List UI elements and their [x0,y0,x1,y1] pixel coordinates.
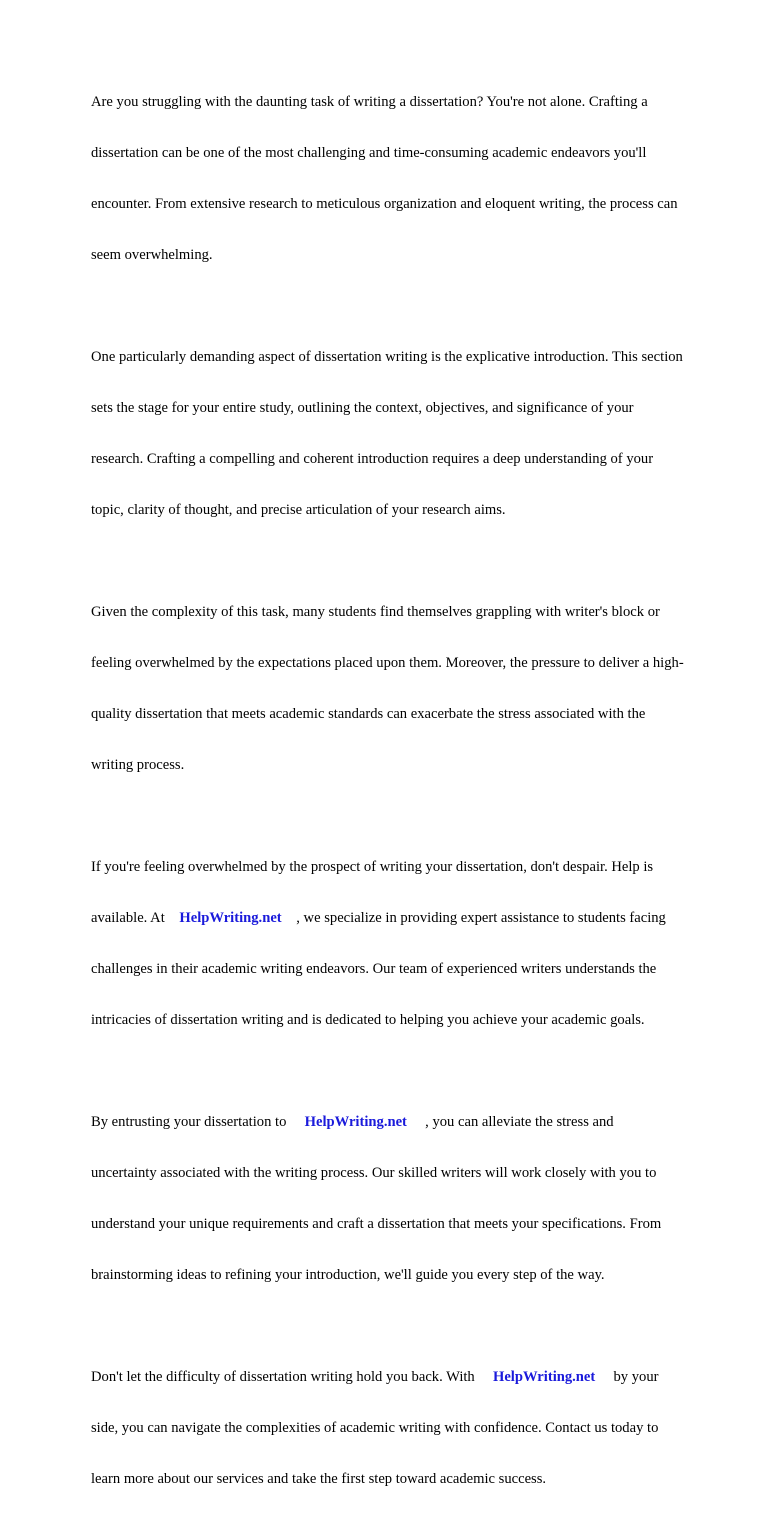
text-line: side, you can navigate the complexities of academic writing with confidence. Contact us today to [91,1420,659,1436]
text-line: research. Crafting a compelling and coherent introduction requires a deep understanding of your [91,451,654,467]
text-segment: , you can alleviate the stress and [421,1114,614,1130]
text-line: learn more about our services and take the first step toward academic success. [91,1471,547,1487]
paragraph-introduction-aspect [91,315,723,553]
paragraph-intro [91,60,723,298]
text-line: seem overwhelming. [91,247,213,263]
text-line: One particularly demanding aspect of dissertation writing is the explicative introduction. This section [91,349,683,365]
text-line: uncertainty associated with the writing process. Our skilled writers will work closely with you to [91,1165,657,1181]
helpwriting-link[interactable]: HelpWriting.net [304,1114,407,1130]
text-line: intricacies of dissertation writing and is dedicated to helping you achieve your academic goals. [91,1012,645,1028]
text-line: challenges in their academic writing endeavors. Our team of experienced writers understands the [91,961,657,977]
text-line [91,910,723,927]
text-line: feeling overwhelmed by the expectations placed upon them. Moreover, the pressure to deliver a high- [91,655,684,671]
text-line: brainstorming ideas to refining your introduction, we'll guide you every step of the way. [91,1267,605,1283]
helpwriting-link[interactable]: HelpWriting.net [179,910,282,926]
paragraph-entrusting [91,1080,723,1318]
text-line: If you're feeling overwhelmed by the prospect of writing your dissertation, don't despair. Help is [91,859,654,875]
paragraph-call-to-action [91,1335,723,1522]
text-line: encounter. From extensive research to meticulous organization and eloquent writing, the process can [91,196,678,212]
text-line: sets the stage for your entire study, outlining the context, objectives, and significance of your [91,400,634,416]
text-segment: By entrusting your dissertation to [91,1114,291,1130]
text-line [91,1114,723,1131]
text-line: Are you struggling with the daunting task of writing a dissertation? You're not alone. Crafting a [91,94,648,110]
paragraph-complexity [91,570,723,808]
paragraph-help-available [91,825,723,1063]
text-line: topic, clarity of thought, and precise articulation of your research aims. [91,502,506,518]
text-segment: available. At [91,910,169,926]
text-line: understand your unique requirements and craft a dissertation that meets your specifications. From [91,1216,662,1232]
text-segment: Don't let the difficulty of dissertation writing hold you back. With [91,1369,479,1385]
text-line: quality dissertation that meets academic standards can exacerbate the stress associated with the [91,706,646,722]
text-segment: , we specialize in providing expert assistance to students facing [292,910,666,926]
text-segment: by your [609,1369,659,1385]
text-line: Given the complexity of this task, many students find themselves grappling with writer's block or [91,604,660,620]
document-page [91,60,723,1539]
helpwriting-link[interactable]: HelpWriting.net [492,1369,596,1385]
text-line [91,1369,723,1386]
text-line: dissertation can be one of the most challenging and time-consuming academic endeavors you'll [91,145,647,161]
text-line: writing process. [91,757,185,773]
